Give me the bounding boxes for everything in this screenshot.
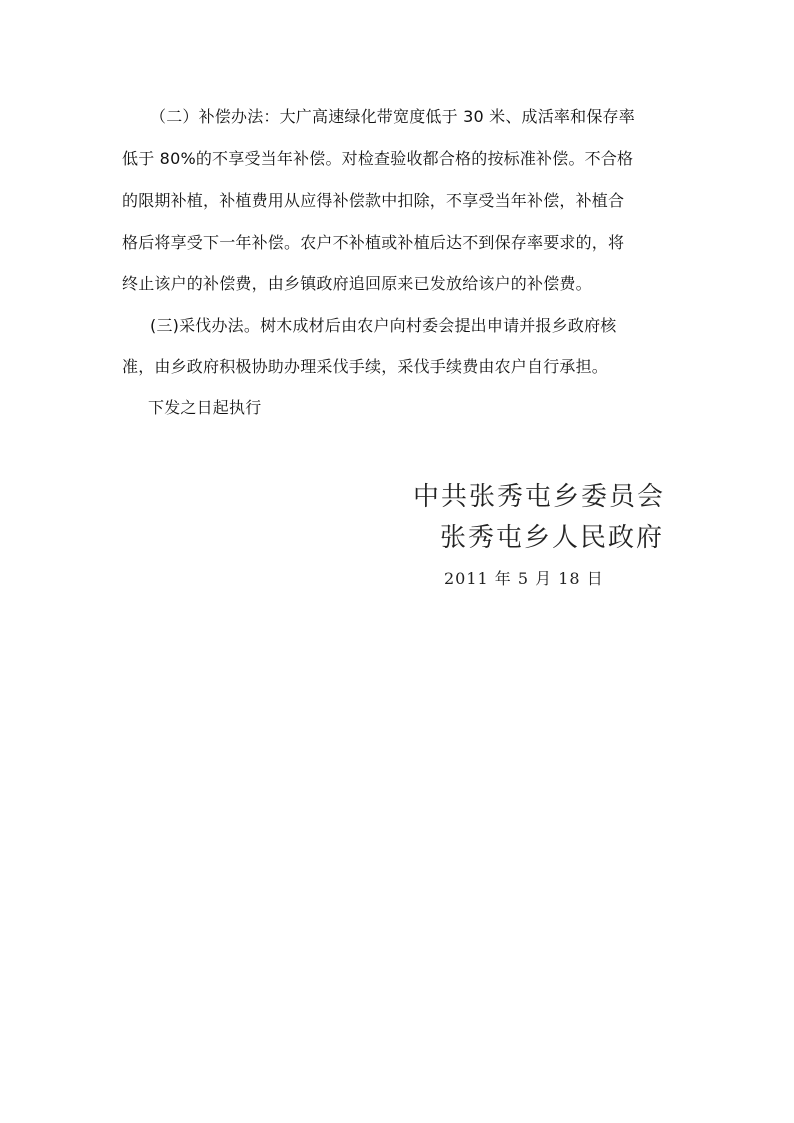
closing-line: 下发之日起执行 <box>148 398 262 417</box>
signature-org-party-committee: 中共张秀屯乡委员会 <box>413 482 666 512</box>
paragraph-2-line-3: 的限期补植，补植费用从应得补偿款中扣除，不享受当年补偿，补植合 <box>122 191 625 210</box>
paragraph-2-line-4: 格后将享受下一年补偿。农户不补植或补植后达不到保存率要求的，将 <box>122 233 625 252</box>
paragraph-3-line-2: 准，由乡政府积极协助办理采伐手续，采伐手续费由农户自行承担。 <box>122 357 609 376</box>
paragraph-2-line-2: 低于 80%的不享受当年补偿。对检查验收都合格的按标准补偿。不合格 <box>122 149 634 168</box>
paragraph-3-line-1: (三)采伐办法。树木成材后由农户向村委会提出申请并报乡政府核 <box>150 316 617 335</box>
signature-date: 2011 年 5 月 18 日 <box>444 569 604 588</box>
signature-org-government: 张秀屯乡人民政府 <box>440 523 665 553</box>
paragraph-2-line-5: 终止该户的补偿费，由乡镇政府追回原来已发放给该户的补偿费。 <box>122 274 592 293</box>
paragraph-2-line-1: （二）补偿办法：大广高速绿化带宽度低于 30 米、成活率和保存率 <box>150 107 635 126</box>
